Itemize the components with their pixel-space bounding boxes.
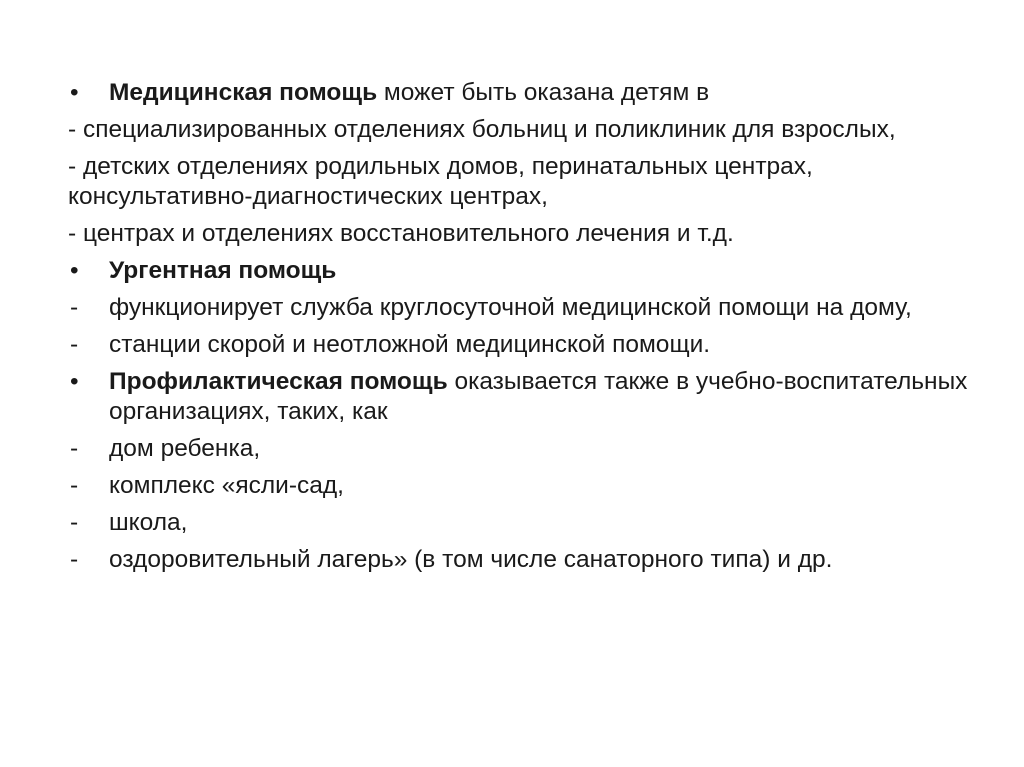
urgent-care-bullet-item [70, 256, 970, 286]
medical-care-line [70, 115, 970, 145]
urgent-care-item-text: функционирует служба круглосуточной медицинской помощи на дому, [109, 294, 912, 321]
preventive-care-bullet-item [70, 367, 970, 427]
preventive-care-title: Профилактическая помощь [109, 368, 448, 395]
preventive-care-item [70, 545, 970, 575]
dash-marker: - [70, 294, 79, 321]
medical-care-title: Медицинская помощь [109, 79, 378, 106]
urgent-care-item-text: станции скорой и неотложной медицинской помощи. [109, 331, 711, 358]
preventive-care-item [70, 508, 970, 538]
preventive-care-intro-text: оказывается также в учебно-воспитательных организациях, таких, как [109, 368, 968, 425]
urgent-care-title: Ургентная помощь [109, 257, 337, 284]
urgent-care-item [70, 330, 970, 360]
medical-care-intro-text: может быть оказана детям в [377, 79, 710, 106]
medical-care-intro [109, 78, 970, 108]
medical-care-line [70, 219, 970, 249]
slide-content [70, 78, 970, 582]
preventive-care-item-text: школа, [109, 509, 188, 536]
preventive-care-item [70, 434, 970, 464]
dash-marker: - [70, 472, 79, 499]
preventive-care-item-text: комплекс «ясли-сад, [109, 472, 344, 499]
medical-care-line-text: - центрах и отделениях восстановительного лечения и т.д. [68, 220, 734, 247]
medical-care-bullet-item [70, 78, 970, 108]
preventive-care-intro [109, 367, 970, 427]
dash-marker: - [70, 509, 79, 536]
preventive-care-item-text: дом ребенка, [109, 435, 261, 462]
dash-marker: - [70, 331, 79, 358]
urgent-care-item [70, 293, 970, 323]
dash-marker: - [70, 435, 79, 462]
dash-marker: - [70, 546, 79, 573]
bullet-marker: • [70, 368, 79, 395]
preventive-care-item [70, 471, 970, 501]
bullet-marker: • [70, 257, 79, 284]
bullet-marker: • [70, 79, 79, 106]
medical-care-line-text: - специализированных отделениях больниц и поликлиник для взрослых, [68, 116, 896, 143]
medical-care-line [70, 152, 970, 212]
medical-care-line-text: - детских отделениях родильных домов, перинатальных центрах, консультативно-диагностических центрах, [68, 153, 813, 210]
preventive-care-item-text: оздоровительный лагерь» (в том числе санаторного типа) и др. [109, 546, 833, 573]
